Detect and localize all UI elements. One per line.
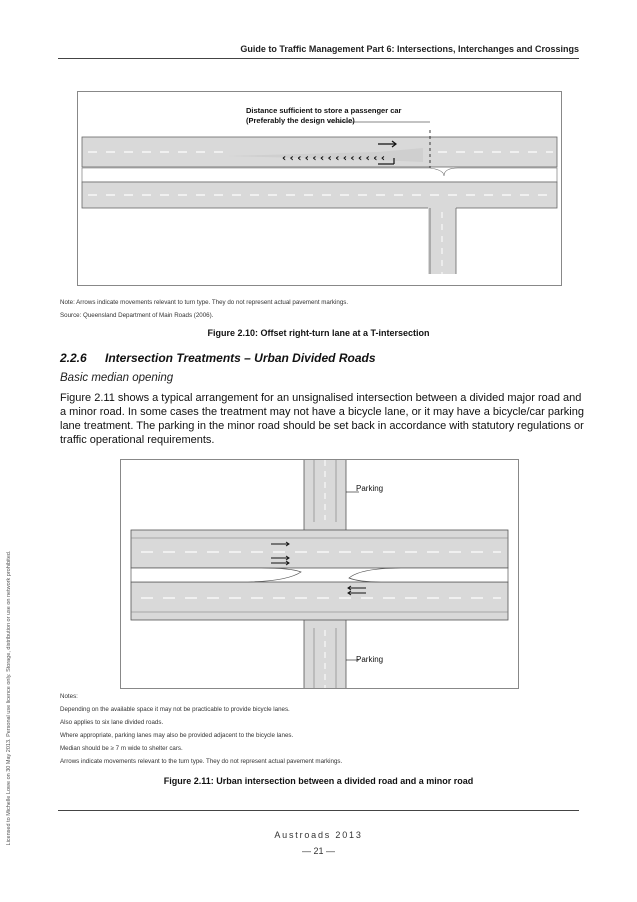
- running-header: Guide to Traffic Management Part 6: Intersections, Interchanges and Crossings: [240, 44, 579, 54]
- figure-2-10-note: Note: Arrows indicate movements relevant to turn type. They do not represent actual pavement markings.: [60, 299, 349, 306]
- note-item: Median should be ≥ 7 m wide to shelter cars.: [60, 745, 183, 752]
- body-paragraph: Figure 2.11 shows a typical arrangement for an unsignalised intersection between a divided major road and a minor road. In some cases the treatment may not have a bicycle lane, or it may have a bicycle/car parking lane treatment. The parking in the minor road should be set back in accordance with statutory regulations or traffic operational requirements.: [60, 392, 584, 446]
- figure-2-10-caption: Figure 2.10: Offset right-turn lane at a T-intersection: [207, 328, 430, 338]
- parking-label-top: Parking: [356, 484, 384, 493]
- subheading: Basic median opening: [60, 372, 174, 384]
- parking-label-bottom: Parking: [356, 655, 384, 664]
- section-number: 2.2.6: [60, 351, 87, 365]
- figure-2-10-source: Source: Queensland Department of Main Roads (2006).: [60, 312, 214, 319]
- note-item: Where appropriate, parking lanes may also be provided adjacent to the bicycle lanes.: [60, 732, 294, 739]
- note-item: Depending on the available space it may not be practicable to provide bicycle lanes.: [60, 706, 290, 713]
- section-title: Intersection Treatments – Urban Divided Roads: [105, 351, 376, 365]
- page-number: — 21 —: [301, 846, 335, 856]
- footer-rule: [58, 810, 579, 811]
- footer-org: Austroads 2013: [274, 830, 363, 840]
- licence-side-text: Licensed to Michelle Lowe on 30 May 2013. Personal use licence only. Storage, distribution or use on network prohibited.: [6, 550, 12, 846]
- header-rule: [58, 58, 579, 59]
- annotation-line-1: Distance sufficient to store a passenger car: [246, 106, 402, 115]
- annotation-line-2: (Preferably the design vehicle): [246, 116, 355, 125]
- svg-text:‹ ‹ ‹ ‹ ‹ ‹ ‹ ‹ ‹ ‹ ‹ ‹ ‹ ‹: ‹ ‹ ‹ ‹ ‹ ‹ ‹ ‹ ‹ ‹ ‹ ‹ ‹ ‹: [282, 153, 385, 164]
- figure-2-11-notes: [60, 690, 342, 768]
- note-item: Also applies to six lane divided roads.: [60, 719, 164, 726]
- figure-2-11: [120, 459, 519, 689]
- figure-2-10-annotation: [246, 106, 401, 126]
- chevron-markings: [282, 153, 385, 164]
- figure-2-10: [77, 91, 562, 286]
- notes-heading: Notes:: [60, 693, 78, 700]
- figure-2-11-caption: Figure 2.11: Urban intersection between a divided road and a minor road: [163, 776, 474, 786]
- note-item: Arrows indicate movements relevant to the turn type. They do not represent actual pavement markings.: [60, 758, 343, 765]
- urban-intersection-diagram: [121, 460, 518, 688]
